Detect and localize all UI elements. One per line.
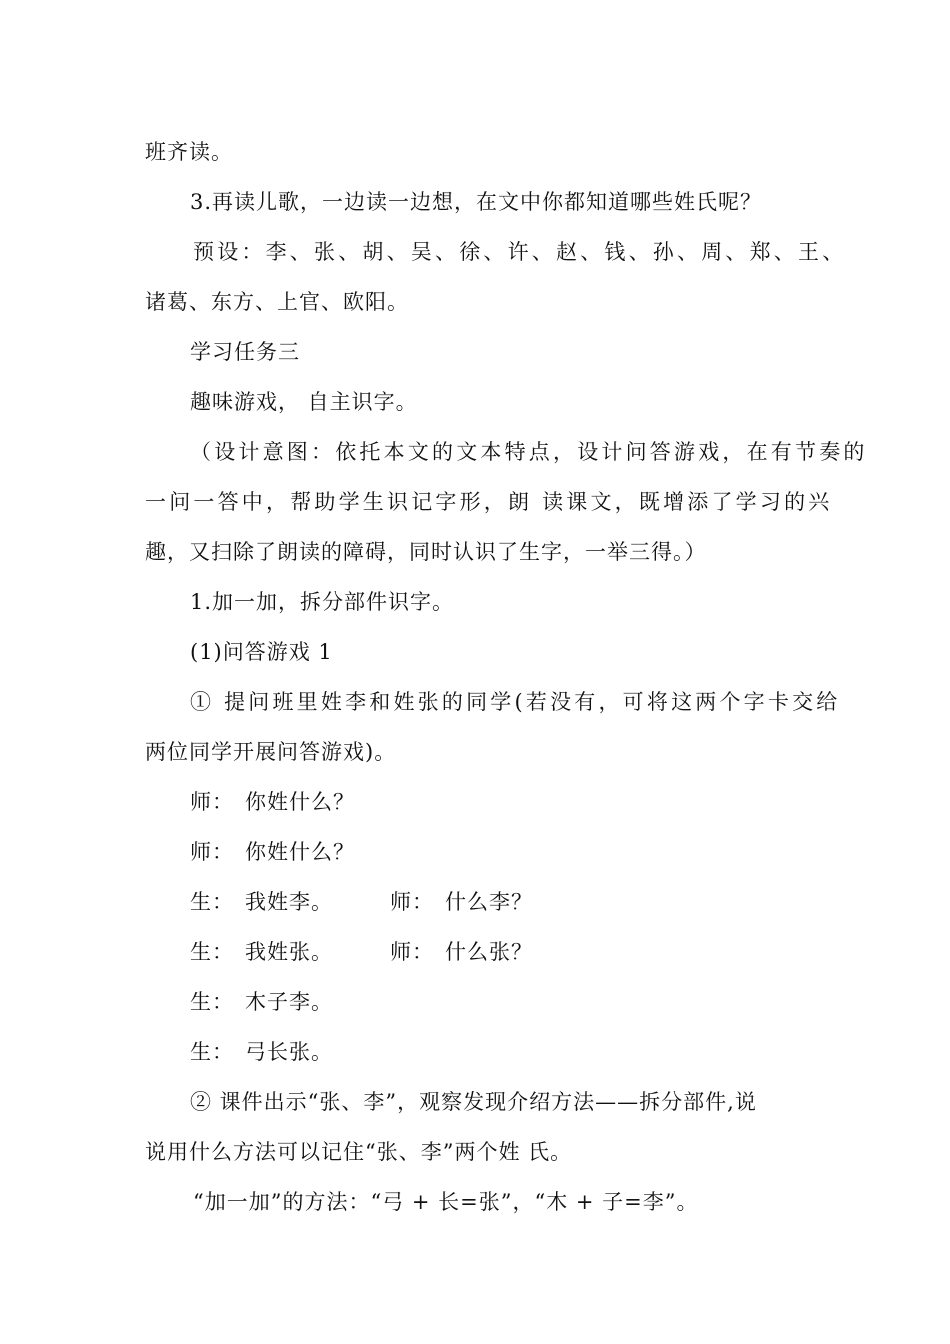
section-subheading: 趣味游戏， 自主识字。 <box>190 390 418 414</box>
paragraph-line: 趣，又扫除了朗读的障碍，同时认识了生字，一举三得。） <box>145 540 707 564</box>
paragraph-line: (1)问答游戏 1 <box>190 640 333 664</box>
paragraph-line: ① 提问班里姓李和姓张的同学(若没有，可将这两个字卡交给 <box>190 690 841 714</box>
paragraph-line: 1.加一加，拆分部件识字。 <box>190 590 455 614</box>
speaker-label: 师： <box>190 840 234 864</box>
dialogue-text: 我姓张。 <box>245 940 333 964</box>
speaker-label: 师： <box>390 940 434 964</box>
paragraph-line: ② 课件出示“张、李”，观察发现介绍方法——拆分部件,说 <box>190 1090 757 1114</box>
paragraph-line: “加一加”的方法：“弓 + 长=张”，“木 + 子=李”。 <box>193 1190 699 1214</box>
paragraph-line: 一问一答中，帮助学生识记字形，朗 读课文，既增添了学习的兴 <box>145 490 833 514</box>
dialogue-text: 你姓什么？ <box>245 840 355 864</box>
paragraph-line: 说用什么方法可以记住“张、李”两个姓 氏。 <box>145 1140 573 1164</box>
dialogue-text: 什么李？ <box>445 890 533 914</box>
paragraph-line: 班齐读。 <box>145 140 233 164</box>
dialogue-text: 什么张？ <box>445 940 533 964</box>
paragraph-line: 两位同学开展问答游戏)。 <box>145 740 397 764</box>
paragraph-line: 3.再读儿歌，一边读一边想，在文中你都知道哪些姓氏呢？ <box>190 190 763 214</box>
section-heading: 学习任务三 <box>190 340 300 364</box>
dialogue-text: 我姓李。 <box>245 890 333 914</box>
paragraph-line: 诸葛、东方、上官、欧阳。 <box>145 290 409 314</box>
speaker-label: 师： <box>190 790 234 814</box>
paragraph-line: 预设：李、张、胡、吴、徐、许、赵、钱、孙、周、郑、王、 <box>193 240 847 264</box>
speaker-label: 生： <box>190 990 234 1014</box>
dialogue-text: 你姓什么？ <box>245 790 355 814</box>
speaker-label: 师： <box>390 890 434 914</box>
dialogue-text: 木子李。 <box>245 990 333 1014</box>
paragraph-line: （设计意图：依托本文的文本特点，设计问答游戏，在有节奏的 <box>190 440 868 464</box>
dialogue-text: 弓长张。 <box>245 1040 333 1064</box>
speaker-label: 生： <box>190 1040 234 1064</box>
speaker-label: 生： <box>190 890 234 914</box>
speaker-label: 生： <box>190 940 234 964</box>
